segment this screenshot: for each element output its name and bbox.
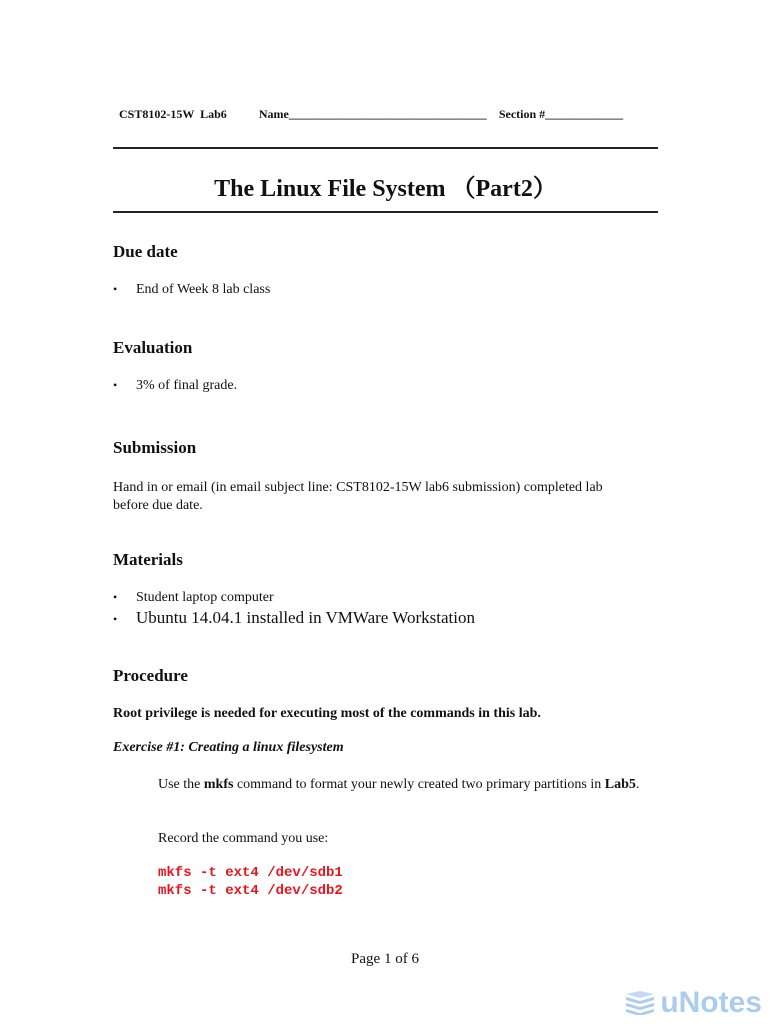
document-header xyxy=(113,92,623,122)
submission-text: Hand in or email (in email subject line: CST8102-15W lab6 submission) completed lab before due date. xyxy=(113,480,603,513)
command-line-1: mkfs -t ext4 /dev/sdb1 xyxy=(158,865,343,881)
materials-item xyxy=(113,608,475,628)
mkfs-command-name: mkfs xyxy=(203,777,234,792)
page-number: Page 1 of 6 xyxy=(351,951,419,967)
command-line-2: mkfs -t ext4 /dev/sdb2 xyxy=(158,883,343,899)
instruction-end: . xyxy=(635,777,640,792)
instruction-middle: command to format your newly created two primary partitions in xyxy=(233,777,605,792)
materials-heading: Materials xyxy=(113,550,183,569)
materials-item xyxy=(113,590,274,606)
evaluation-text: 3% of final grade. xyxy=(136,378,238,393)
name-field: Name_________________________________ xyxy=(258,107,487,121)
title-top-rule xyxy=(113,147,658,149)
unotes-watermark xyxy=(624,986,762,1020)
course-code: CST8102-15W Lab6 xyxy=(119,107,227,121)
bullet-icon: • xyxy=(113,282,118,296)
materials-item-2: Ubuntu 14.04.1 installed in VMWare Workstation xyxy=(136,608,475,627)
document-title: The Linux File System （Part2） xyxy=(214,176,557,202)
evaluation-item xyxy=(113,378,237,394)
watermark-text: uNotes xyxy=(660,986,762,1019)
section-field: Section #_____________ xyxy=(498,107,624,121)
evaluation-heading: Evaluation xyxy=(113,338,193,357)
bullet-icon: • xyxy=(113,590,118,604)
due-date-item xyxy=(113,282,270,298)
bullet-icon: • xyxy=(113,612,118,626)
materials-item-1: Student laptop computer xyxy=(136,590,274,605)
books-stack-icon xyxy=(624,991,656,1015)
due-date-heading: Due date xyxy=(113,242,178,261)
root-privilege-note: Root privilege is needed for executing most of the commands in this lab. xyxy=(113,706,541,721)
record-instruction: Record the command you use: xyxy=(158,831,329,846)
submission-heading: Submission xyxy=(113,438,197,457)
instruction-prefix: Use the xyxy=(158,777,204,792)
bullet-icon: • xyxy=(113,378,118,392)
due-date-text: End of Week 8 lab class xyxy=(136,282,271,297)
exercise-title: Exercise #1: Creating a linux filesystem xyxy=(113,740,344,755)
title-bottom-rule xyxy=(113,211,658,213)
procedure-heading: Procedure xyxy=(113,666,188,685)
mkfs-instruction xyxy=(158,776,648,794)
lab5-reference: Lab5 xyxy=(604,777,636,792)
